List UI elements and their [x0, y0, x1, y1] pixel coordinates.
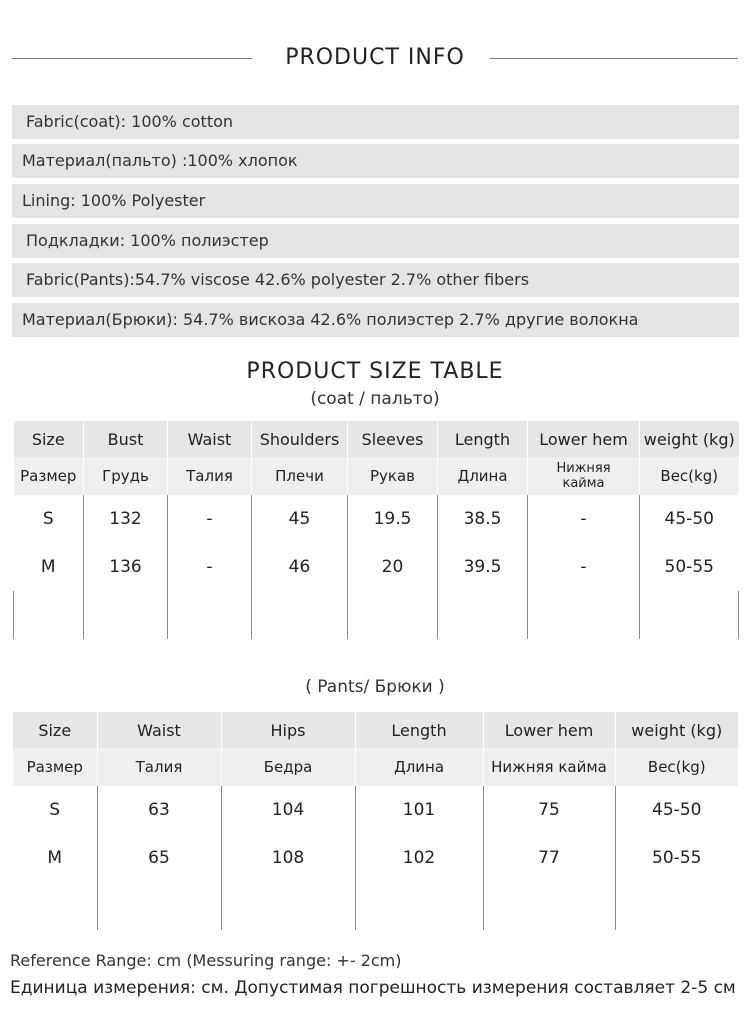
coat-cell: M [40, 557, 56, 577]
pants-header-weight-ru: Вес(kg) [615, 748, 738, 786]
pants-header-size: Size [13, 712, 97, 748]
coat-cell: - [528, 495, 640, 543]
title-rule-left [12, 58, 252, 59]
pants-header-lower-hem-ru: Нижняя кайма [483, 748, 615, 786]
info-row-fabric-pants: Fabric(Pants):54.7% viscose 42.6% polyester 2.7% other fibers [12, 263, 739, 297]
pants-header-weight: weight (kg) [615, 712, 738, 748]
size-table-title: PRODUCT SIZE TABLE [246, 359, 504, 384]
info-row-fabric-coat: Fabric(coat): 100% cotton [12, 105, 739, 139]
coat-header-length: Length [438, 421, 528, 457]
coat-cell: 19.5 [348, 495, 438, 543]
coat-cell: 46 [252, 543, 348, 591]
coat-cell: 45 [252, 495, 348, 543]
coat-header-weight: weight (kg) [640, 421, 739, 457]
pants-size-table [13, 712, 738, 930]
coat-header-lower-hem: Lower hem [528, 421, 640, 457]
coat-cell: - [528, 543, 640, 591]
pants-cell: 102 [355, 834, 483, 882]
coat-cell: 132 [84, 495, 168, 543]
coat-header-length-ru: Длина [438, 457, 528, 495]
coat-cell: 50-55 [640, 543, 739, 591]
pants-cell: 77 [483, 834, 615, 882]
coat-cell: S [42, 509, 54, 529]
pants-header-hips-ru: Бедра [221, 748, 355, 786]
coat-header-sleeves-ru: Рукав [348, 457, 438, 495]
reference-range-note-ru: Единица измерения: см. Допустимая погрешность измерения составляет 2-5 см [10, 978, 736, 998]
pants-cell: 50-55 [615, 834, 738, 882]
pants-cell: 63 [97, 786, 221, 834]
pants-header-length-ru: Длина [355, 748, 483, 786]
table-row [14, 495, 739, 543]
coat-header-bust-ru: Грудь [84, 457, 168, 495]
pants-cell: 65 [97, 834, 221, 882]
info-row-lining: Lining: 100% Polyester [12, 184, 739, 218]
table-row [14, 543, 739, 591]
pants-header-size-ru: Размер [13, 748, 97, 786]
pants-cell: 108 [221, 834, 355, 882]
coat-header-waist-ru: Талия [168, 457, 252, 495]
coat-header-size-ru: Размер [14, 457, 84, 495]
pants-cell: 45-50 [615, 786, 738, 834]
info-row-fabric-pants-ru: Материал(Брюки): 54.7% вискоза 42.6% полиэстер 2.7% другие волокна [12, 303, 739, 337]
pants-header-lower-hem: Lower hem [483, 712, 615, 748]
info-row-lining-ru: Подкладки: 100% полиэстер [12, 224, 739, 258]
pants-subtitle: ( Pants/ Брюки ) [305, 677, 445, 697]
coat-header-bust: Bust [84, 421, 168, 457]
pants-cell: 104 [221, 786, 355, 834]
reference-range-note: Reference Range: cm (Messuring range: +- 2cm) [10, 951, 402, 970]
info-row-fabric-coat-ru: Материал(пальто) :100% хлопок [12, 144, 739, 178]
coat-cell: 39.5 [438, 543, 528, 591]
coat-header-size: Size [14, 421, 84, 457]
coat-subtitle: (coat / пальто) [310, 389, 440, 409]
pants-header-waist-ru: Талия [97, 748, 221, 786]
coat-cell: 20 [348, 543, 438, 591]
coat-cell: 136 [84, 543, 168, 591]
coat-header-sleeves: Sleeves [348, 421, 438, 457]
coat-header-waist: Waist [168, 421, 252, 457]
coat-cell: - [168, 495, 252, 543]
pants-cell: 75 [483, 786, 615, 834]
coat-cell: - [168, 543, 252, 591]
coat-cell: 38.5 [438, 495, 528, 543]
pants-header-waist: Waist [97, 712, 221, 748]
pants-cell: M [47, 848, 63, 868]
coat-header-weight-ru: Вес(kg) [640, 457, 739, 495]
pants-header-hips: Hips [221, 712, 355, 748]
pants-header-length: Length [355, 712, 483, 748]
coat-header-shoulders: Shoulders [252, 421, 348, 457]
coat-header-shoulders-ru: Плечи [252, 457, 348, 495]
pants-cell: S [49, 800, 61, 820]
product-info-title: PRODUCT INFO [285, 45, 465, 70]
table-row [13, 834, 738, 882]
coat-cell: 45-50 [640, 495, 739, 543]
title-rule-right [490, 58, 738, 59]
coat-size-table [13, 421, 739, 639]
coat-header-lower-hem-ru: Нижняя кайма [528, 457, 640, 495]
table-row [13, 786, 738, 834]
pants-cell: 101 [355, 786, 483, 834]
